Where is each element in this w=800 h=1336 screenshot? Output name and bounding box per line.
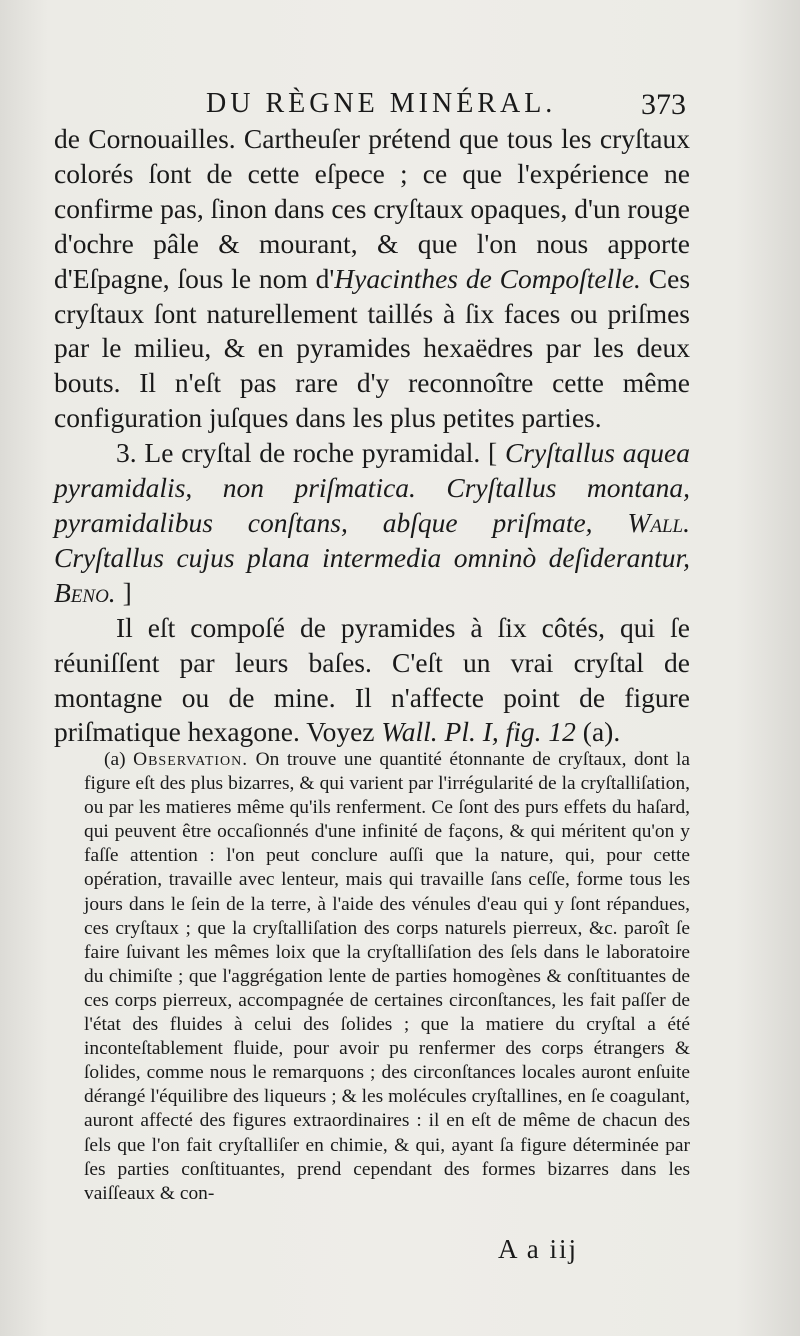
paragraph-text: Il eſt compoſé de pyramides à ſix côtés, qui ſe réuniſſent par leurs baſes. C'eſt un vrai cryſtal de montagne ou de mine. Il n'affecte point de figure priſmatique hexagone. Voyez [54, 611, 690, 748]
paragraph-continued [54, 122, 690, 436]
paragraph-item-3 [54, 436, 690, 611]
author-citation: Wall. [627, 506, 690, 538]
italic-term: Hyacinthes de Compoſtelle. [334, 262, 641, 294]
footnote-text: On trouve une quantité étonnante de cryſtaux, dont la figure eſt des plus bizarres, & qui varient par l'irrégularité de la cryſtalliſation, ou par les matieres même qu'ils renferment. Ce ſont des purs effets du haſard, qui peuvent être occaſionnés d'une infinité de façons, & qui méritent qu'on y faſſe attention : l'on peut conclure auſſi que la nature, qui, pour cette opération, travaille avec lenteur, mais qui travaille ſans ceſſe, forme tous les jours dans le ſein de la terre, à l'aide des vénules d'eau qui y ſont répandues, ces cryſtaux ; que la cryſtalliſation des corps naturels pierreux, &c. paroît ſe faire ſuivant les mêmes loix que la cryſtalliſation des ſels dans le laboratoire du chimiſte ; que l'aggrégation lente de parties homogènes & conſtituantes de ces corps pierreux, accompagnée de certaines circonſtances, les fait paſſer de l'état des fluides à celui des ſolides ; que la matiere du cryſtal a été inconteſtablement fluide, pour avoir pu renfermer des corps étrangers & ſolides, comme nous le remarquons ; des circonſtances locales auront enſuite dérangé l'équilibre des liqueurs ; & les molécules cryſtallines, en ſe coagulant, auront affecté des figures extraordinaires : il en eſt de même de chacun des ſels que l'on fait cryſtalliſer en chimie, & qui, ayant ſa figure déterminée par ſes parties conſtituantes, prend cependant des formes bizarres dans les vaiſſeaux & con- [84, 749, 691, 1204]
signature-mark: A a iij [498, 1234, 578, 1264]
paragraph-text: 3. Le cryſtal de roche pyramidal. [ [116, 437, 505, 469]
page-number: 373 [641, 88, 686, 121]
paragraph-text: Ces cryſtaux ſont naturellement taillés à ſix faces ou priſmes par le milieu, & en pyramides hexaëdres par les deux bouts. Il n'eſt pas rare d'y reconnoître cette même configuration juſques dans les plus petites parties. [54, 262, 691, 434]
latin-synonym: Cryſtallus cujus plana intermedia omninò deſiderantur, [54, 541, 690, 573]
figure-reference: Wall. Pl. I, fig. 12 [381, 716, 576, 748]
main-text [54, 122, 690, 750]
paragraph-text: ] [115, 576, 132, 608]
footnote [84, 748, 690, 1206]
paragraph-text: de Cornouailles. Cartheuſer prétend que tous les cryſtaux colorés ſont de cette eſpece ; ce que l'expérience ne confirme pas, ſinon dans ces cryſtaux opaques, d'un rouge d'ochre pâle & mourant, & que l'on nous apporte d'Eſpagne, ſous le nom d' [54, 123, 690, 294]
footnote-title: Observation. [133, 749, 249, 770]
footnote-reference: (a). [575, 716, 621, 748]
running-head: DU RÈGNE MINÉRAL. [206, 88, 557, 119]
author-citation: Beno. [54, 576, 116, 608]
paragraph-description [54, 611, 690, 751]
latin-synonym: Cryſtallus aquea pyramidalis, non priſmatica. Cryſtallus montana, pyramidalibus conſtans, abſque priſmate, [54, 437, 690, 538]
footnote-marker: (a) [104, 749, 126, 770]
